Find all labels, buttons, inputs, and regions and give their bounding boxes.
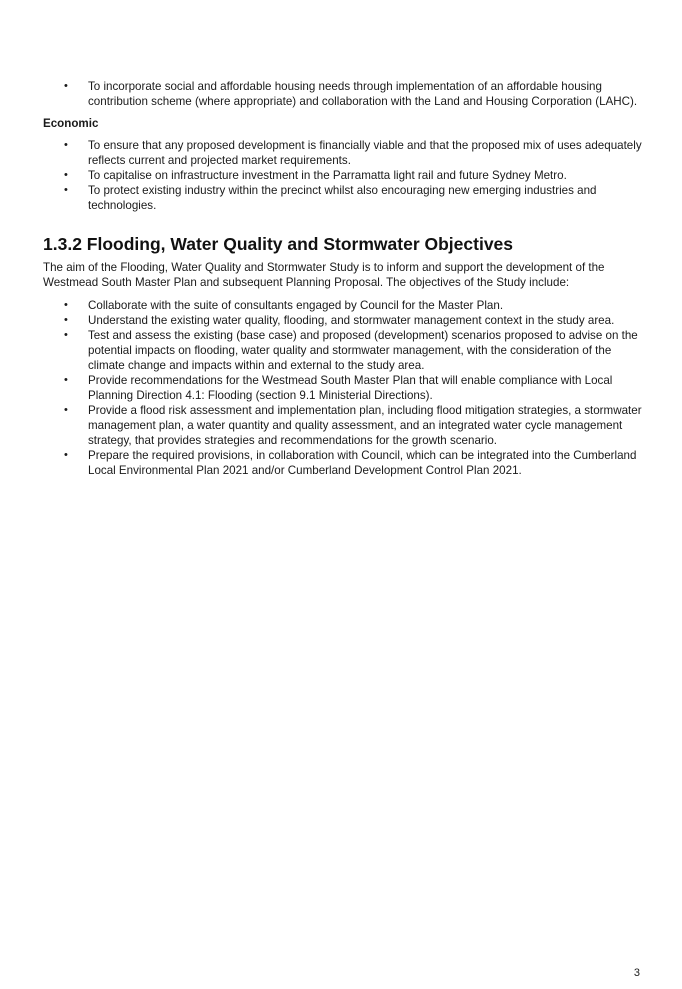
page-number: 3	[633, 967, 640, 979]
list-item: • Prepare the required provisions, in collaboration with Council, which can be integrated into the Cumberland Local Environmental Plan 2021 and/or Cumberland Development Control Plan 2021.	[64, 449, 637, 477]
bullet-icon: •	[64, 329, 68, 341]
list-item: • To ensure that any proposed development is financially viable and that the proposed mix of uses adequately reflects current and projected market requirements.	[64, 139, 642, 167]
objectives-bullet-list	[43, 298, 643, 478]
list-item: • Provide recommendations for the Westmead South Master Plan that will enable compliance with Local Planning Direction 4.1: Flooding (section 9.1 Ministerial Directions).	[64, 374, 613, 402]
section-title: 1.3.2 Flooding, Water Quality and Stormwater Objectives	[43, 234, 514, 254]
intro-bullet-list	[43, 79, 643, 109]
bullet-icon: •	[64, 184, 68, 196]
bullet-icon: •	[64, 449, 68, 461]
bullet-icon: •	[64, 299, 68, 311]
bullet-icon: •	[64, 80, 68, 92]
list-item: • Collaborate with the suite of consultants engaged by Council for the Master Plan.	[64, 299, 504, 312]
section-intro-paragraph: The aim of the Flooding, Water Quality and Stormwater Study is to inform and support the development of the Westmead South Master Plan and subsequent Planning Proposal. The objectives of the Study include:	[43, 261, 605, 289]
list-item: • To capitalise on infrastructure investment in the Parramatta light rail and future Sydney Metro.	[64, 169, 567, 182]
list-item: • To protect existing industry within the precinct whilst also encouraging new emerging industries and technologies.	[64, 184, 597, 212]
bullet-icon: •	[64, 139, 68, 151]
economic-bullet-list	[43, 138, 643, 213]
list-item: • Provide a flood risk assessment and implementation plan, including flood mitigation strategies, a stormwater management plan, a water quantity and quality assessment, and an integrated water cycle management strategy, that provides strategies and recommendations for the growth scenario.	[64, 404, 642, 447]
list-item: • Test and assess the existing (base case) and proposed (development) scenarios proposed to advise on the potential impacts on flooding, water quality and stormwater management, with the consideration of the climate change and impacts within and external to the study area.	[64, 329, 638, 372]
bullet-icon: •	[64, 314, 68, 326]
bullet-icon: •	[64, 374, 68, 386]
list-item: • To incorporate social and affordable housing needs through implementation of an affordable housing contribution scheme (where appropriate) and collaboration with the Land and Housing Corporation (LAHC).	[64, 80, 638, 108]
list-item: • Understand the existing water quality, flooding, and stormwater management context in the study area.	[64, 314, 615, 327]
bullet-icon: •	[64, 169, 68, 181]
document-body	[43, 79, 643, 478]
economic-heading: Economic	[43, 117, 99, 130]
bullet-icon: •	[64, 404, 68, 416]
